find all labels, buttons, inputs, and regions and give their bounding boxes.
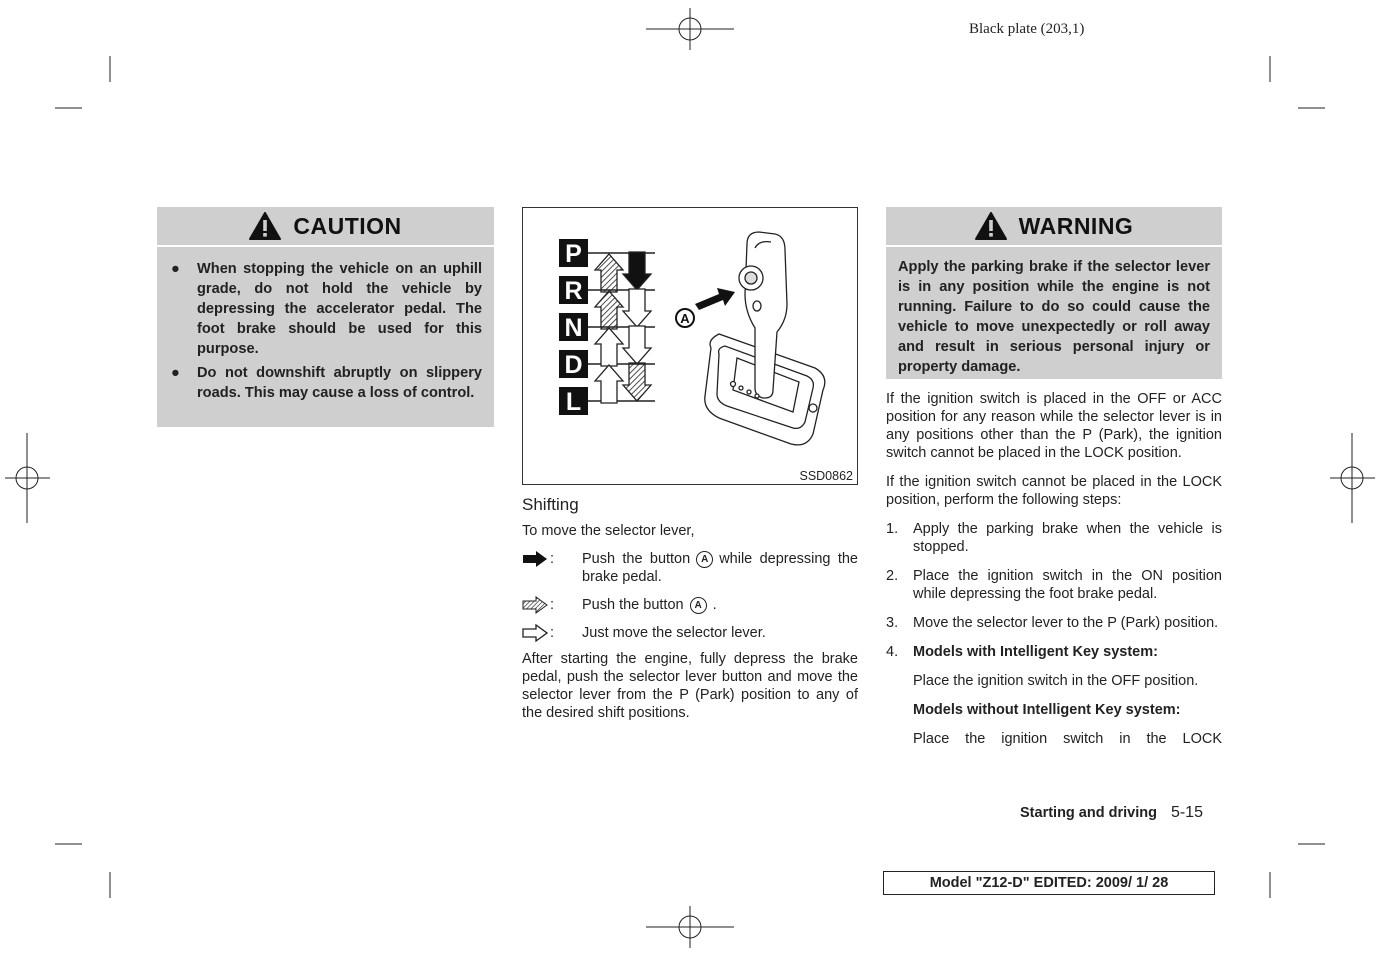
gear-label: D [564,351,583,379]
list-item [886,567,1222,603]
right-column [886,390,1222,759]
model-edit-label: Model "Z12-D" EDITED: 2009/ 1/ 28 [883,871,1215,895]
solid-arrow-icon [522,550,548,568]
caution-text: Do not downshift abruptly on slippery roads. This may cause a loss of control. [197,365,482,401]
step4-text: Place the ignition switch in the OFF position. [913,673,1199,689]
warning-triangle-icon [975,212,1007,240]
step-text: Move the selector lever to the P (Park) position. [913,615,1219,631]
step-number: 4. [886,644,899,660]
step-text: Place the ignition switch in the ON position while depressing the foot brake pedal. [913,568,1222,602]
step-number: 1. [886,521,899,537]
gear-label: N [564,314,583,342]
warning-title: WARNING [1018,212,1134,239]
step-number: 3. [886,615,899,631]
warning-box [886,207,1222,379]
page-number: 5-15 [1170,804,1203,821]
legend-text: Push the button [582,597,684,613]
without-key-heading: Models without Intelligent Key system: [913,702,1181,718]
without-key-text: Place the ignition switch in the LOCK [913,731,1222,747]
paragraph: If the ignition switch cannot be placed in the LOCK position, perform the following steps: [886,474,1222,508]
legend-row [522,550,858,586]
list-item [171,363,482,403]
warning-triangle-icon [249,212,281,240]
list-item [886,520,1222,556]
step-text: Apply the parking brake when the vehicle is stopped. [913,521,1222,555]
section-name: Starting and driving [1020,805,1157,821]
up-arrows [595,254,623,403]
list-item [886,614,1222,632]
shift-lever-illustration [705,232,825,445]
figure-code: SSD0862 [799,469,853,483]
button-a-label: A [690,597,707,614]
steps-list [886,520,1222,661]
gear-label: L [565,388,582,416]
gear-label: R [564,277,583,305]
legend-text: Just move the selector lever. [582,625,766,641]
legend-text: . [712,597,717,613]
caution-list [157,247,494,403]
page-footer [1020,804,1203,822]
callout-label: A [680,311,690,326]
step-text: Models with Intelligent Key system: [913,644,1158,660]
gear-label: P [565,240,582,268]
legend-colon: : [550,551,555,567]
legend-text: while depressing the brake pedal. [582,551,858,585]
legend-row [522,624,858,642]
section-heading: Shifting [522,495,579,514]
hatched-arrow-icon [522,596,548,614]
warning-header [886,207,1222,247]
shifting-after: After starting the engine, fully depress the brake pedal, push the selector lever button and move the selector lever from the P (Park) position to any of the desired shift positions. [522,651,858,721]
list-item [886,643,1222,661]
push-arrow-icon [695,288,735,310]
button-a-label: A [696,551,713,568]
bullet: ● [171,365,180,381]
plate-label: Black plate (203,1) [969,21,1085,37]
shift-diagram [523,208,857,484]
legend-colon: : [550,597,555,613]
shift-diagram-figure [522,207,858,485]
gear-letters [559,239,588,416]
legend-text: Push the button [582,551,691,567]
paragraph: If the ignition switch is placed in the OFF or ACC position for any reason while the selector lever is in any positions other than the P (Park), the ignition switch cannot be placed in the LOCK position. [886,391,1222,461]
shifting-section [522,494,858,722]
caution-title: CAUTION [293,212,402,239]
shifting-intro: To move the selector lever, [522,523,695,539]
legend-row [522,596,858,614]
list-item [171,259,482,359]
caution-box [157,207,494,427]
bullet: ● [171,261,180,277]
step-number: 2. [886,568,899,584]
legend-colon: : [550,625,555,641]
warning-text: Apply the parking brake if the selector lever is in any position while the engine is not running. Failure to do so could cause the vehicle to move unexpectedly or roll away and result in serious personal injury or property damage. [898,259,1210,375]
outline-arrow-icon [522,624,548,642]
caution-header [157,207,494,247]
caution-text: When stopping the vehicle on an uphill grade, do not hold the vehicle by depressing the accelerator pedal. The foot brake should be used for this purpose. [197,261,482,357]
